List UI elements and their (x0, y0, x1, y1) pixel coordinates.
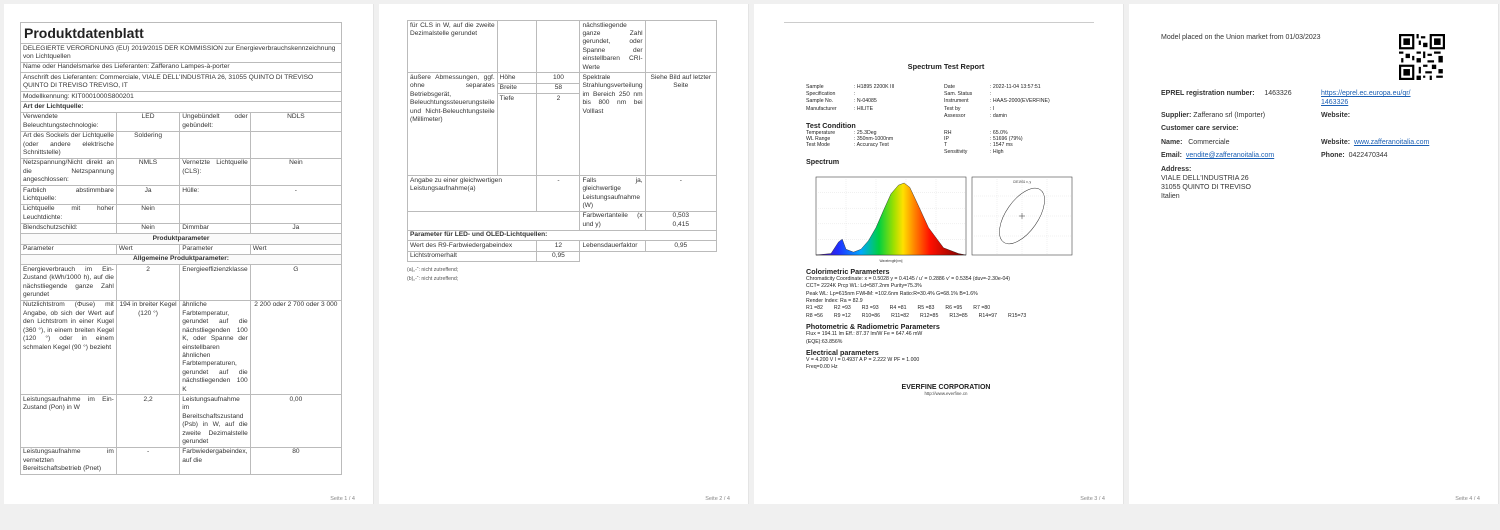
general-header: Allgemeine Produktparameter: (21, 254, 342, 264)
spectrum-chart (806, 169, 1086, 265)
model-row: Modellkennung: KIT0001000S800201 (21, 92, 342, 102)
eqe-line: (EQE):63.856% (806, 338, 843, 345)
r-values-row-1: R1 =82 R2 =93 R3 =93 R4 =81 R5 =83 R6 =95 R7 =80 (806, 305, 991, 312)
cie-caption: CIE1931 x, y (1012, 179, 1032, 184)
table-row: Nutzlichtstrom (Φuse) mit Angabe, ob sich der Wert auf den Lichtstrom in einer Kugel (360 °), in einem breiten Kegel (120 °) oder in einem schmalen Kegel (90 °) bezieht 194 in breiter Kegel (120 °) ähnliche Farbtemperatur, gerundet auf die nächstliegenden 100 K, oder Spanne der einstellbaren ähnlichen Farbtemperaturen, gerundet auf die nächstliegenden 100 K 2 200 oder 2 700 oder 3 000 (21, 300, 342, 394)
flux-line: Flux = 194.11 lm Eff.: 87.37 lm/W Fe = 647.46 mW (806, 331, 923, 338)
table-row: Leistungsaufnahme im Ein-Zustand (Pon) in W 2,2 Leistungsaufnahme im Bereitschaftszustand (Psb) in W, auf die zweite Dezimalstelle gerundet 0,00 (21, 395, 342, 447)
table-row: Art des Sockels der Lichtquelle (oder andere elektrische Schnittstelle) Soldering (21, 131, 342, 158)
eprel-row: EPREL registration number: 1463326 (1161, 90, 1292, 97)
table-row: Lichtquelle mit hoher Leuchtdichte: Nein (21, 204, 342, 223)
column-header-row: Parameter Wert Parameter Wert (21, 244, 342, 254)
phone-row: Phone: 0422470344 (1321, 152, 1388, 159)
table-row: Breite 58 (408, 83, 717, 93)
page-number: Seite 2 / 4 (705, 496, 730, 502)
table-row: Lichtstromerhalt 0,95 (408, 251, 717, 261)
website-link[interactable]: www.zafferanoitalia.com (1353, 139, 1430, 146)
spectrum-charts (806, 169, 1086, 265)
render-index: Render Index: Ra = 82.9 (806, 298, 863, 305)
table-row: Farblich abstimmbare Lichtquelle: Ja Hülle: - (21, 186, 342, 205)
table-row: Farbwertanteile (x und y) 0,503 0,415 (408, 211, 717, 230)
page-title: Produktdatenblatt (20, 22, 342, 43)
type-header: Art der Lichtquelle: (21, 102, 342, 112)
page-3 (754, 4, 1124, 504)
page-number: Seite 4 / 4 (1455, 496, 1480, 502)
colorimetric-heading: Colorimetric Parameters (806, 266, 890, 276)
peak-line: Peak WL: Lp=615nm FWHM: =102.6nm Ratio:R=30.4% G=68.1% B=1.6% (806, 290, 978, 297)
table-row: Leistungsaufnahme im vernetzten Bereitschaftsbetrieb (Pnet) - Farbwiedergabeindex, auf die 80 (21, 447, 342, 474)
spectrum-heading: Spectrum (806, 156, 840, 166)
footnotes: (a)„-“: nicht zutreffend; (b)„-“: nicht zutreffend; (407, 266, 459, 282)
cct-line: CCT= 2224K Prcp WL: Ld=587.2nm Purity=75.3% (806, 283, 922, 290)
page-2 (379, 4, 749, 504)
electrical-line: V = 4.200 V I = 0.4937 A P = 2.222 W PF = 1.000 (806, 357, 920, 364)
page-number: Seite 1 / 4 (330, 496, 355, 502)
market-date: Model placed on the Union market from 01/03/2023 (1161, 34, 1321, 41)
electrical-heading: Electrical parameters (806, 348, 879, 358)
regulation-text: DELEGIERTE VERORDNUNG (EU) 2019/2015 DER KOMMISSION zur Energieverbrauchskennzeichnung von Lichtquellen (21, 44, 342, 63)
spectrum-x-label: Wavelength[nm] (879, 258, 903, 263)
params-header: Produktparameter (21, 234, 342, 244)
contact-website-row: Website: www.zafferanoitalia.com (1321, 139, 1430, 146)
table-row: Blendschutzschild: Nein Dimmbar Ja (21, 223, 342, 233)
table-row: Angabe zu einer gleichwertigen Leistungsaufnahme(a) - Falls ja, gleichwertige Leistungsaufnahme (W) - (408, 176, 717, 212)
corporation-web: http://www.everfine.cn (924, 390, 968, 396)
r-values-row-2: R8 =56 R9 =12 R10=86 R11=82 R12=85 R13=85 R14=97 R15=73 (806, 312, 1027, 319)
supplier-row: Supplier: Zafferano srl (Importer) (1161, 112, 1266, 119)
test-condition-heading: Test Condition (806, 121, 856, 131)
chromaticity-line: Chromaticity Coordinate: x = 0.5028 y = 0.4145 / u' = 0.2886 v' = 0.5354 (duv=-2.30e-04) (806, 275, 1010, 282)
supplier-name-row: Name oder Handelsmarke des Lieferanten: Zafferano Lampes-à-porter (21, 62, 342, 72)
website-label: Website: (1321, 112, 1351, 119)
spectrum-report (806, 62, 1086, 396)
customer-care-label: Customer care service: (1161, 125, 1239, 132)
table-row: Tiefe 2 (408, 94, 717, 176)
eprel-link[interactable]: https://eprel.ec.europa.eu/qr/1463326 (1321, 90, 1411, 106)
address-row: Anschrift des Lieferanten: Commerciale, VIALE DELL'INDUSTRIA 26, 31055 QUINTO DI TREVISO QUINTO DI TREVISO TREVISO, IT (21, 73, 342, 92)
table-row: Energieverbrauch im Ein-Zustand (kWh/1000 h), auf die nächstliegende ganze Zahl gerundet 2 Energieeffizienzklasse G (21, 265, 342, 301)
table-row: Wert des R9-Farbwiedergabeindex 12 Lebensdauerfaktor 0,95 (408, 241, 717, 251)
test-condition: Temperature : 25.3Deg RH : 65.0% WL Range : 350nm-1000nm IP : 51696 (79%) Test Mode : Accuracy Test T : 1547 ms Sensitivity : High (806, 130, 1023, 155)
datasheet-table-continued (407, 20, 717, 262)
sample-info: Sample : H1895 2200K III Date : 2022-11-04 13:57:51 Specification : Sam. Status : Sample No. : N-04085 Instrument : HAAS-2000(EVERFINE) Manufacturer : HILITE Test by : I Assessor : damin (806, 84, 1050, 119)
table-row: Verwendete Beleuchtungstechnologie: LED Ungebündelt oder gebündelt: NDLS (21, 112, 342, 131)
corporation-name: EVERFINE CORPORATION (901, 383, 991, 391)
address-block: Address: VIALE DELL'INDUSTRIA 26 31055 QUINTO DI TREVISO Italien (1161, 166, 1251, 200)
email-row: Email: vendite@zafferanoitalia.com (1161, 152, 1275, 159)
contact-name-row: Name: Commerciale (1161, 139, 1230, 146)
qr-code-icon[interactable] (1399, 34, 1445, 80)
table-row: äußere Abmessungen, ggf. ohne separates Betriebsgerät, Beleuchtungssteuerungsteile und Nicht-Beleuchtungsteile (Millimeter) Höhe 100 Spektrale Strahlungsverteilung im Bereich 250 nm bis 800 nm bei Volllast Siehe Bild auf letzter Seite (408, 73, 717, 83)
page-1 (4, 4, 374, 504)
photometric-heading: Photometric & Radiometric Parameters (806, 322, 940, 332)
freq-line: Freq=0.00 Hz (806, 364, 838, 371)
report-title: Spectrum Test Report (907, 62, 985, 71)
table-row: für CLS in W, auf die zweite Dezimalstelle gerundet nächstliegende ganze Zahl gerundet, oder Spanne der einstellbaren CRI-Werte (408, 21, 717, 73)
page-4 (1129, 4, 1499, 504)
led-header: Parameter für LED- und OLED-Lichtquellen: (408, 230, 717, 240)
datasheet-table (20, 43, 342, 475)
table-row: Netzspannung/Nicht direkt an die Netzspannung angeschlossen: NMLS Vernetzte Lichtquelle (CLS): Nein (21, 158, 342, 185)
email-link[interactable]: vendite@zafferanoitalia.com (1185, 152, 1275, 159)
page-number: Seite 3 / 4 (1080, 496, 1105, 502)
